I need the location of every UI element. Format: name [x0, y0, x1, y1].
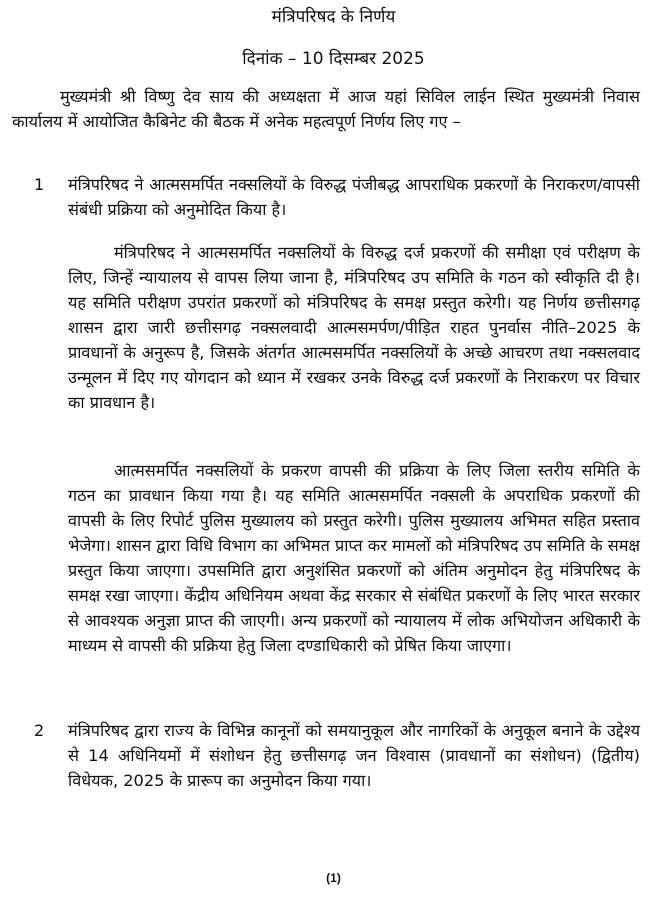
item-1-text: मंत्रिपरिषद ने आत्मसमर्पित नक्सलियों के विरुद्ध पंजीबद्ध आपराधिक प्रकरणों के निराकरण/वापसी संबंधी प्रक्रिया को अनुमोदित किया है। — [68, 175, 640, 219]
item-1-paragraph-1: मंत्रिपरिषद ने आत्मसमर्पित नक्सलियों के विरुद्ध दर्ज प्रकरणों की समीक्षा एवं परीक्षण के लिए, जिन्हें न्यायालय से वापस लिया जाना है, मंत्रिपरिषद उप समिति के गठन को स्वीकृति दी है। यह समिति परीक्षण उपरांत प्रकरणों को मंत्रिपरिषद के समक्ष प्रस्तुत करेगी। यह निर्णय छत्तीसगढ़ शासन द्वारा जारी छत्तीसगढ़ नक्सलवादी आत्मसमर्पण/पीड़ित राहत पुनर्वास नीति–2025 के प्रावधानों के अनुरूप है, जिसके अंतर्गत आत्मसमर्पित नक्सलियों के अच्छे आचरण तथा नक्सलवाद उन्मूलन में दिए गए योगदान को ध्यान में रखकर उनके विरुद्ध दर्ज प्रकरणों के निराकरण पर विचार का प्रावधान है। — [68, 243, 640, 412]
document-title: मंत्रिपरिषद के निर्णय — [271, 7, 396, 27]
intro-paragraph: मुख्यमंत्री श्री विष्णु देव साय की अध्यक्षता में आज यहां सिविल लाईन स्थित मुख्यमंत्री निवास कार्यालय में आयोजित कैबिनेट की बैठक में अनेक महत्वपूर्ण निर्णय लिए गए – — [12, 87, 640, 131]
page-number: (1) — [326, 871, 341, 885]
item-1-paragraph-2: आत्मसमर्पित नक्सलियों के प्रकरण वापसी की प्रक्रिया के लिए जिला स्तरीय समिति के गठन का प्रावधान किया गया है। यह समिति आत्मसमर्पित नक्सली के अपराधिक प्रकरणों की वापसी के लिए रिपोर्ट पुलिस मुख्यालय को प्रस्तुत करेगी। पुलिस मुख्यालय अभिमत सहित प्रस्ताव भेजेगा। शासन द्वारा विधि विभाग का अभिमत प्राप्त कर मामलों को मंत्रिपरिषद उप समिति के समक्ष प्रस्तुत किया जाएगा। उपसमिति द्वारा अनुशंसित प्रकरणों को अंतिम अनुमोदन हेतु मंत्रिपरिषद के समक्ष रखा जाएगा। केंद्रीय अधिनियम अथवा केंद्र सरकार से संबंधित प्रकरणों के लिए भारत सरकार से आवश्यक अनुज्ञा प्राप्त की जाएगी। अन्य प्रकरणों को न्यायालय में लोक अभियोजन अधिकारी के माध्यम से वापसी की प्रक्रिया हेतु जिला दण्डाधिकारी को प्रेषित किया जाएगा। — [68, 461, 640, 655]
item-number-2: 2 — [34, 721, 45, 740]
item-2-text: मंत्रिपरिषद द्वारा राज्य के विभिन्न कानूनों को समयानुकूल और नागरिकों के अनुकूल बनाने के उद्देश्य से 14 अधिनियमों में संशोधन हेतु छत्तीसगढ़ जन विश्वास (प्रावधानों का संशोधन) (द्वितीय) विधेयक, 2025 के प्रारूप का अनुमोदन किया गया। — [68, 721, 640, 790]
document-date: दिनांक – 10 दिसम्बर 2025 — [242, 49, 425, 69]
item-number-1: 1 — [34, 175, 45, 194]
